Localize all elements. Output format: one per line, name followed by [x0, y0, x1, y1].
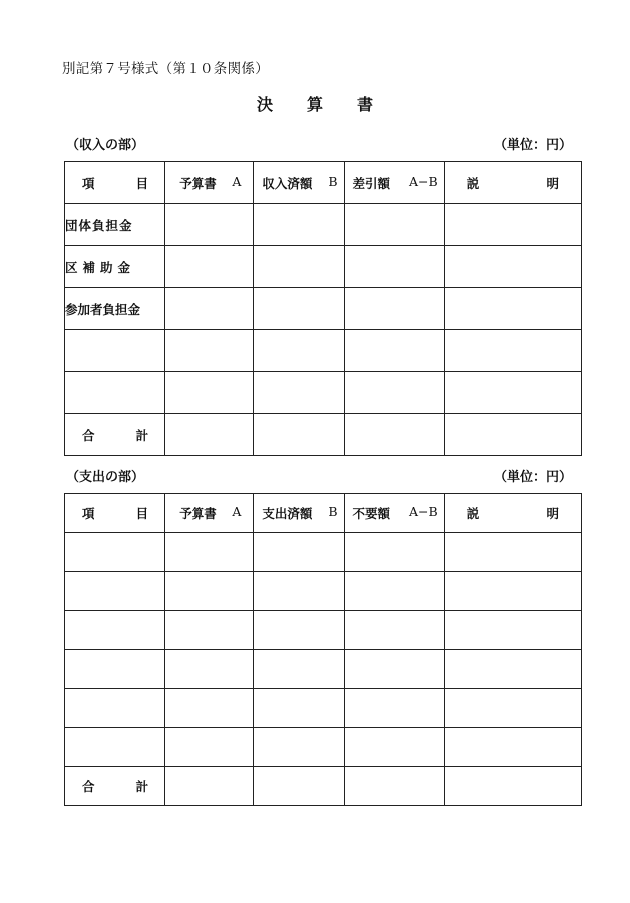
budget-cell[interactable]	[165, 650, 254, 689]
explanation-cell[interactable]	[444, 611, 581, 650]
income-unit-label: （単位：円）	[494, 138, 573, 153]
settled-cell[interactable]	[254, 650, 344, 689]
budget-cell[interactable]	[165, 204, 254, 246]
table-row	[65, 650, 582, 689]
budget-cell[interactable]	[165, 288, 254, 330]
diff-cell[interactable]	[344, 204, 444, 246]
income-header-row	[65, 162, 582, 204]
table-row	[65, 288, 582, 330]
header-item: 項 目	[65, 494, 165, 533]
row-item-label[interactable]	[65, 372, 165, 414]
explanation-cell[interactable]	[444, 728, 581, 767]
settled-cell[interactable]	[254, 728, 344, 767]
form-reference: 別記第７号様式（第１０条関係）	[62, 61, 269, 77]
explanation-cell[interactable]	[444, 204, 581, 246]
row-item-label[interactable]	[65, 533, 165, 572]
table-row	[65, 533, 582, 572]
total-settled-cell[interactable]	[254, 414, 344, 456]
total-row	[65, 767, 582, 806]
diff-cell[interactable]	[344, 246, 444, 288]
row-item-label: 区補助金	[65, 246, 165, 288]
budget-cell[interactable]	[165, 372, 254, 414]
document-title: 決算書	[256, 95, 407, 114]
table-row	[65, 204, 582, 246]
settled-cell[interactable]	[254, 572, 344, 611]
settled-cell[interactable]	[254, 372, 344, 414]
budget-cell[interactable]	[165, 611, 254, 650]
explanation-cell[interactable]	[444, 533, 581, 572]
diff-cell[interactable]	[344, 330, 444, 372]
total-label: 合 計	[65, 767, 165, 806]
total-row	[65, 414, 582, 456]
table-row	[65, 611, 582, 650]
total-explanation-cell[interactable]	[444, 767, 581, 806]
expense-header-row	[65, 494, 582, 533]
total-explanation-cell[interactable]	[444, 414, 581, 456]
settled-cell[interactable]	[254, 330, 344, 372]
table-row	[65, 372, 582, 414]
settled-cell[interactable]	[254, 246, 344, 288]
diff-cell[interactable]	[344, 689, 444, 728]
total-budget-cell[interactable]	[165, 767, 254, 806]
settled-cell[interactable]	[254, 533, 344, 572]
diff-cell[interactable]	[344, 288, 444, 330]
budget-cell[interactable]	[165, 533, 254, 572]
budget-cell[interactable]	[165, 330, 254, 372]
row-item-label[interactable]	[65, 689, 165, 728]
total-budget-cell[interactable]	[165, 414, 254, 456]
row-item-label[interactable]	[65, 650, 165, 689]
settled-cell[interactable]	[254, 204, 344, 246]
diff-cell[interactable]	[344, 372, 444, 414]
row-item-label: 参加者負担金	[65, 288, 165, 330]
total-diff-cell[interactable]	[344, 767, 444, 806]
explanation-cell[interactable]	[444, 572, 581, 611]
table-row	[65, 572, 582, 611]
diff-cell[interactable]	[344, 572, 444, 611]
header-explanation: 説 明	[444, 162, 581, 204]
settled-cell[interactable]	[254, 611, 344, 650]
explanation-cell[interactable]	[444, 689, 581, 728]
table-row	[65, 330, 582, 372]
header-budget: 予算書 A	[165, 494, 254, 533]
explanation-cell[interactable]	[444, 650, 581, 689]
settled-cell[interactable]	[254, 689, 344, 728]
income-section-label: （収入の部）	[66, 138, 145, 153]
expense-table	[64, 493, 582, 806]
budget-cell[interactable]	[165, 572, 254, 611]
explanation-cell[interactable]	[444, 372, 581, 414]
income-table	[64, 161, 582, 456]
header-diff: 不要額 A−B	[344, 494, 444, 533]
header-item: 項 目	[65, 162, 165, 204]
header-explanation: 説 明	[444, 494, 581, 533]
row-item-label[interactable]	[65, 572, 165, 611]
header-settled: 収入済額 B	[254, 162, 344, 204]
total-settled-cell[interactable]	[254, 767, 344, 806]
total-label: 合 計	[65, 414, 165, 456]
header-budget: 予算書 A	[165, 162, 254, 204]
expense-section-label: （支出の部）	[66, 470, 145, 485]
total-diff-cell[interactable]	[344, 414, 444, 456]
explanation-cell[interactable]	[444, 246, 581, 288]
expense-unit-label: （単位：円）	[494, 470, 573, 485]
table-row	[65, 246, 582, 288]
budget-cell[interactable]	[165, 728, 254, 767]
settled-cell[interactable]	[254, 288, 344, 330]
row-item-label[interactable]	[65, 330, 165, 372]
row-item-label[interactable]	[65, 611, 165, 650]
header-diff: 差引額 A−B	[344, 162, 444, 204]
budget-cell[interactable]	[165, 246, 254, 288]
diff-cell[interactable]	[344, 611, 444, 650]
table-row	[65, 689, 582, 728]
row-item-label: 団体負担金	[65, 204, 165, 246]
explanation-cell[interactable]	[444, 330, 581, 372]
budget-cell[interactable]	[165, 689, 254, 728]
explanation-cell[interactable]	[444, 288, 581, 330]
header-settled: 支出済額 B	[254, 494, 344, 533]
diff-cell[interactable]	[344, 650, 444, 689]
row-item-label[interactable]	[65, 728, 165, 767]
table-row	[65, 728, 582, 767]
diff-cell[interactable]	[344, 533, 444, 572]
diff-cell[interactable]	[344, 728, 444, 767]
